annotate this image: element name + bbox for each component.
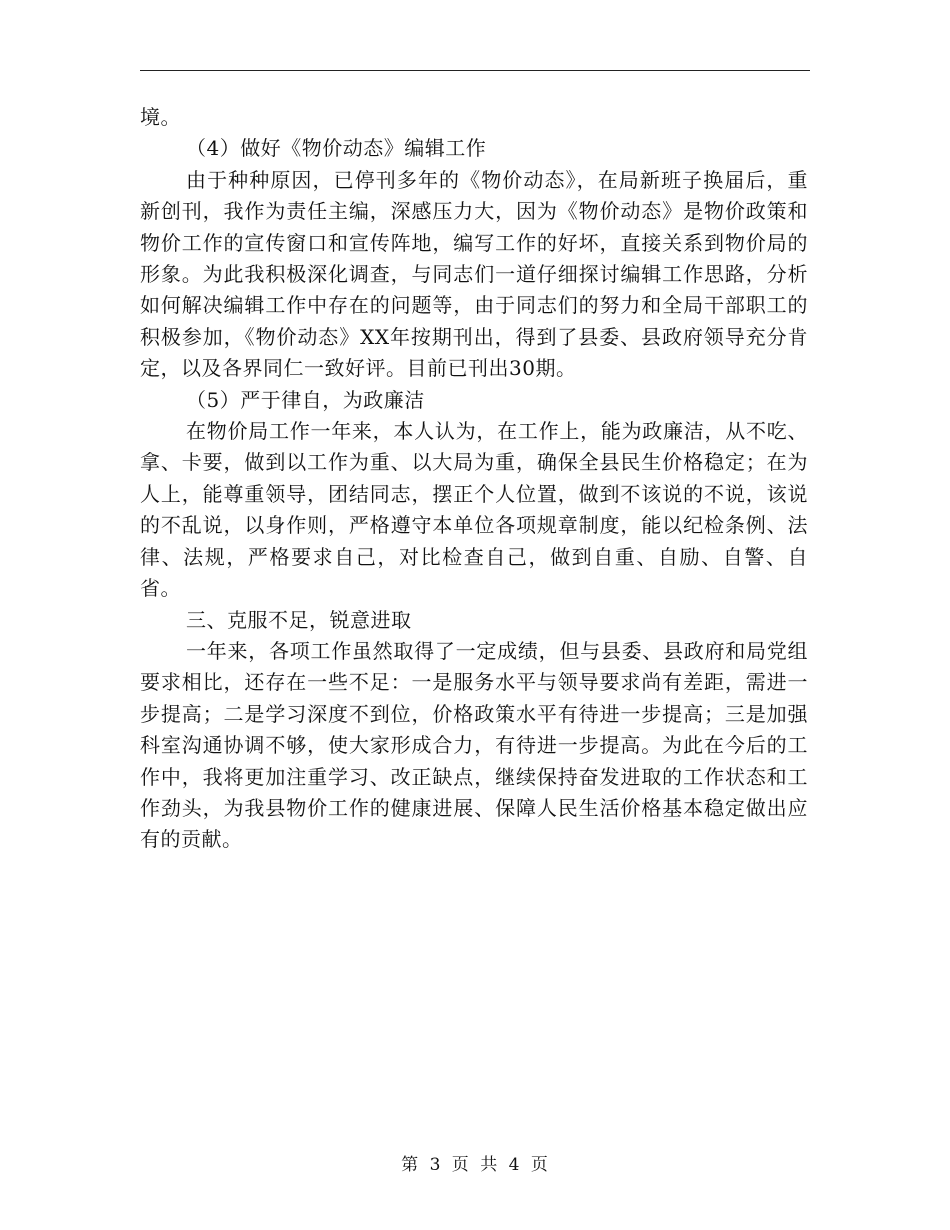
document-body	[140, 102, 808, 856]
heading-overcome-shortcomings: 三、克服不足，锐意进取	[186, 607, 412, 632]
paragraph-price-dynamics: 由于种种原因，已停刊多年的《物价动态》，在局新班子换届后，重新创刊，我作为责任主编，深感压力大，因为《物价动态》是物价政策和物价工作的宣传窗口和宣传阵地，编写工作的好坏，直接关系到物价局的形象。为此我积极深化调查，与同志们一道仔细探讨编辑工作思路，分析如何解决编辑工作中存在的问题等，由于同志们的努力和全局干部职工的积极参加，《物价动态》XX年按期刊出，得到了县委、县政府领导充分肯定，以及各界同仁一致好评。目前已刊出30期。	[140, 167, 808, 381]
footer-prefix: 第	[401, 1155, 420, 1175]
paragraph-overcome-shortcomings: 一年来，各项工作虽然取得了一定成绩，但与县委、县政府和局党组要求相比，还存在一些不足：一是服务水平与领导要求尚有差距，需进一步提高；二是学习深度不到位，价格政策水平有待进一步提高；三是加强科室沟通协调不够，使大家形成合力，有待进一步提高。为此在今后的工作中，我将更加注重学习、改正缺点，继续保持奋发进取的工作状态和工作劲头，为我县物价工作的健康进展、保障人民生活价格基本稳定做出应有的贡献。	[140, 638, 808, 852]
footer-current-page: 3	[429, 1155, 442, 1175]
footer-total-pages: 4	[508, 1155, 521, 1175]
footer-total-label: 共	[480, 1155, 499, 1175]
page-footer	[0, 1150, 950, 1175]
header-rule	[140, 70, 810, 71]
paragraph-self-discipline: 在物价局工作一年来，本人认为，在工作上，能为政廉洁，从不吃、拿、卡要，做到以工作为重、以大局为重，确保全县民生价格稳定；在为人上，能尊重领导，团结同志，摆正个人位置，做到不该说的不说，该说的不乱说，以身作则，严格遵守本单位各项规章制度，能以纪检条例、法律、法规，严格要求自己，对比检查自己，做到自重、自励、自警、自省。	[140, 419, 808, 601]
footer-page-label: 页	[451, 1155, 470, 1175]
paragraph-1: 境。	[140, 105, 181, 129]
heading-price-dynamics: （4）做好《物价动态》编辑工作	[186, 136, 487, 161]
heading-self-discipline: （5）严于律自，为政廉洁	[186, 387, 425, 412]
footer-page-end: 页	[530, 1155, 549, 1175]
